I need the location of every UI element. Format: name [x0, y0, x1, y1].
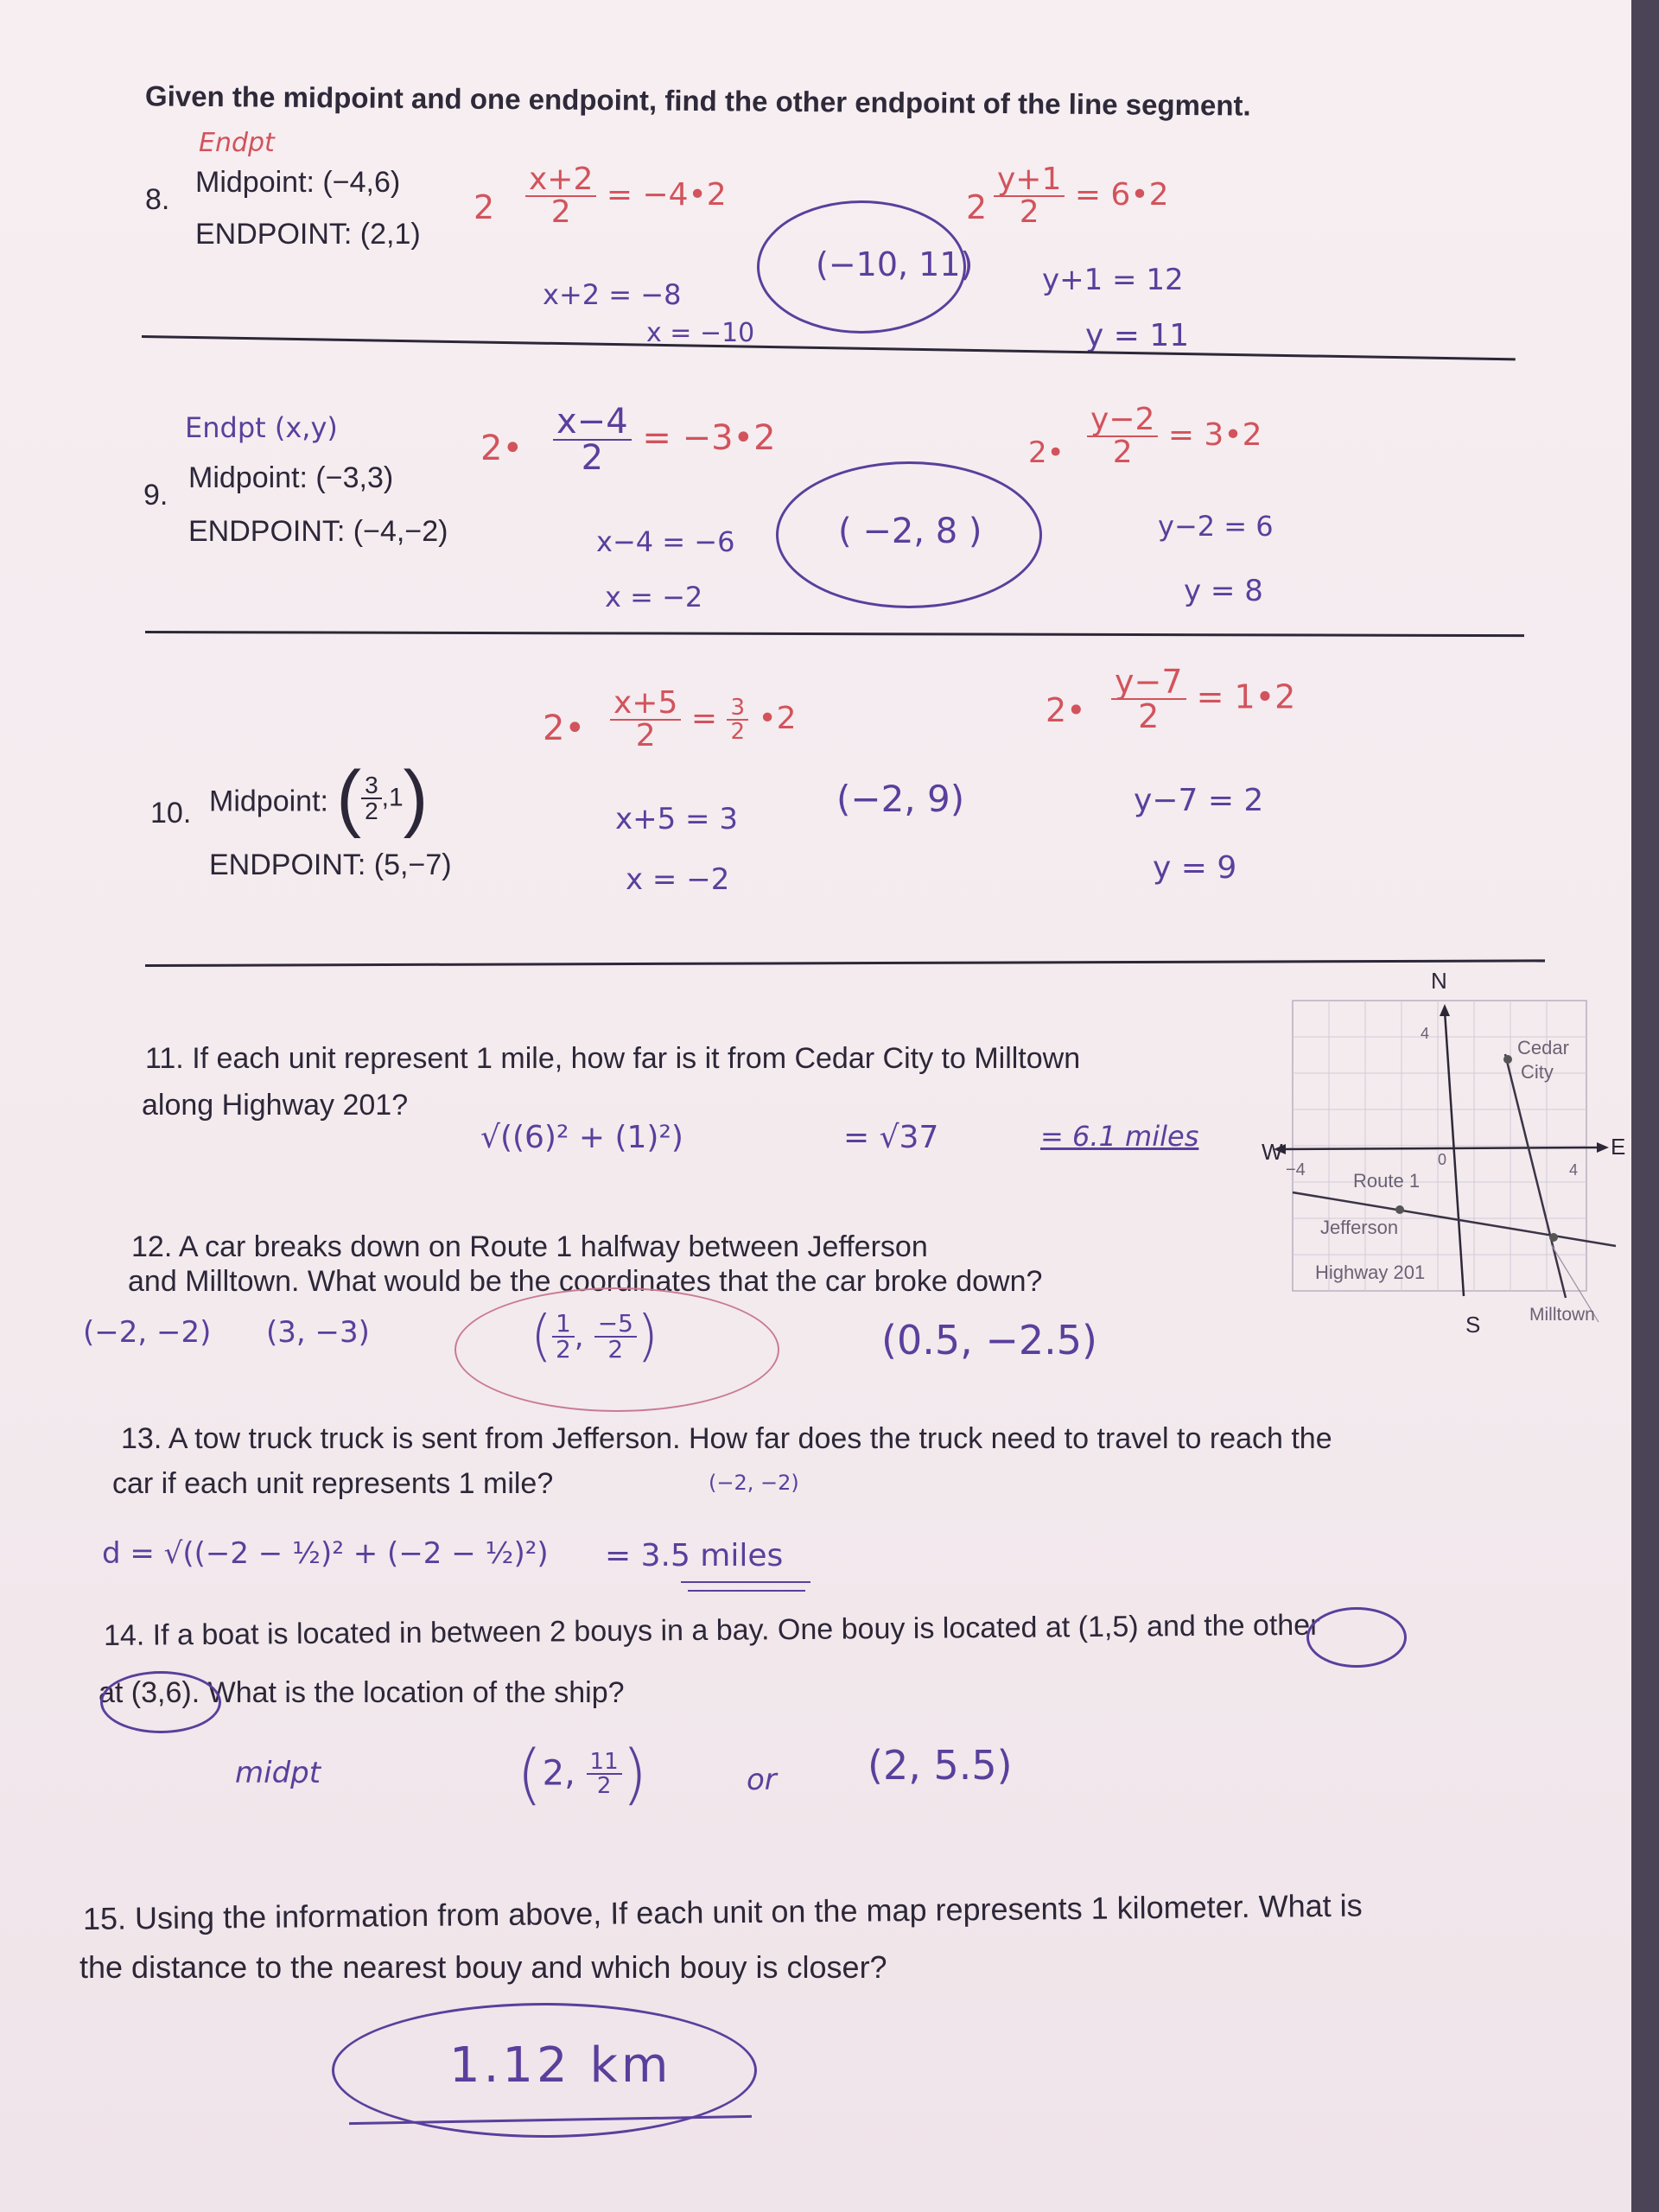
map-cedar-city-1: Cedar — [1517, 1037, 1569, 1058]
p10-work-y3: y = 9 — [1153, 850, 1237, 886]
p10-work-x-eq: $\frac{x+5}{2}$ = $\frac{3}{2}$ •2 — [610, 688, 797, 752]
p14-answer-2: (2, 5.5) — [868, 1742, 1013, 1789]
p13-question-line1: 13. A tow truck truck is sent from Jefferson. How far does the truck need to travel to reach the — [121, 1422, 1332, 1455]
map-tick-x-left: −4 — [1286, 1160, 1306, 1179]
p11-work1: √((6)² + (1)²) — [480, 1120, 683, 1155]
p12-answer-2: (0.5, −2.5) — [881, 1317, 1097, 1363]
map-west: W — [1262, 1139, 1283, 1165]
p14-circle-bouy-1 — [1306, 1607, 1407, 1668]
p9-work-x2: x−4 = −6 — [596, 525, 735, 558]
p14-circle-bouy-2 — [100, 1671, 221, 1733]
p9-note: Endpt (x,y) — [185, 411, 338, 444]
p8-work-y2: y+1 = 12 — [1042, 263, 1184, 297]
p9-work-y2: y−2 = 6 — [1158, 510, 1274, 543]
p8-work-x2: x+2 = −8 — [543, 278, 682, 311]
p9-work-y-eq: $\frac{y-2}{2}$ = 3•2 — [1087, 404, 1262, 468]
p8-work-y-eq: $\frac{y+1}{2}$ = 6•2 — [994, 164, 1168, 228]
jefferson-dot — [1395, 1205, 1404, 1214]
map-north: N — [1431, 968, 1447, 994]
p13-work: d = √((−2 − ½)² + (−2 − ½)²) — [102, 1536, 549, 1571]
p10-work-x3: x = −2 — [626, 862, 730, 897]
p9-work-y-factor: 2• — [1028, 435, 1065, 470]
map-jefferson: Jefferson — [1320, 1217, 1399, 1238]
map-east: E — [1611, 1134, 1626, 1160]
p9-answer: ( −2, 8 ) — [838, 512, 982, 551]
p9-number: 9. — [143, 479, 168, 512]
p11-question-line2: along Highway 201? — [142, 1089, 409, 1122]
map-highway201: Highway 201 — [1315, 1262, 1426, 1283]
p13-answer-underline — [681, 1581, 810, 1583]
p12-question-line1: 12. A car breaks down on Route 1 halfway between Jefferson — [131, 1230, 928, 1263]
p9-work-x-eq: $\frac{x-4}{2}$ = −3•2 — [553, 404, 776, 475]
milltown-dot — [1549, 1233, 1558, 1242]
coordinate-map — [1262, 959, 1633, 1339]
p8-work-x-eq: $\frac{x+2}{2}$ = −4•2 — [525, 164, 727, 228]
p8-note: Endpt — [199, 128, 275, 158]
p9-work-x-factor: 2• — [480, 429, 524, 468]
map-milltown: Milltown — [1529, 1305, 1595, 1325]
p9-midpoint: Midpoint: (−3,3) — [188, 461, 394, 494]
p15-question-line1: 15. Using the information from above, If each unit on the map represents 1 kilometer. What is — [82, 1887, 1363, 1936]
page-edge — [1631, 0, 1659, 2212]
p12-answer-1: ( $\frac{1}{2}$ , $\frac{-5}{2}$ ) — [531, 1305, 658, 1369]
p10-number: 10. — [150, 797, 192, 830]
map-origin: 0 — [1438, 1151, 1447, 1168]
worksheet-heading: Given the midpoint and one endpoint, find the other endpoint of the line segment. — [144, 79, 1251, 122]
p12-point-2: (3, −3) — [266, 1315, 370, 1350]
p15-answer: 1.12 km — [449, 2037, 672, 2094]
p14-or: or — [747, 1763, 777, 1797]
p11-answer: = 6.1 miles — [1040, 1120, 1199, 1153]
p14-answer-1: (2, $\frac{11}{2}$ ) — [517, 1735, 648, 1812]
p8-work-x3: x = −10 — [646, 318, 755, 348]
p12-point-1: (−2, −2) — [83, 1315, 212, 1350]
map-cedar-city-2: City — [1521, 1061, 1554, 1083]
p10-work-y-eq: $\frac{y-7}{2}$ = 1•2 — [1111, 665, 1295, 733]
map-tick-x-right: 4 — [1569, 1161, 1579, 1179]
p15-question-line2: the distance to the nearest bouy and which bouy is closer? — [79, 1949, 887, 1985]
p9-endpoint: ENDPOINT: (−4,−2) — [188, 515, 448, 548]
p14-question-line2: at (3,6). What is the location of the ship? — [99, 1676, 625, 1709]
map-south: S — [1465, 1312, 1481, 1338]
p8-work-x-factor: 2 — [474, 188, 495, 226]
p8-midpoint: Midpoint: (−4,6) — [195, 166, 401, 199]
p8-answer: (−10, 11) — [816, 245, 974, 283]
p12-question-line2: and Milltown. What would be the coordinates that the car broke down? — [128, 1265, 1043, 1298]
cedar-city-dot — [1503, 1055, 1512, 1064]
p14-note: midpt — [235, 1756, 321, 1790]
map-route1: Route 1 — [1353, 1170, 1421, 1192]
p10-endpoint: ENDPOINT: (5,−7) — [209, 849, 452, 881]
p10-work-y-factor: 2• — [1046, 691, 1086, 729]
east-arrow-icon — [1597, 1142, 1609, 1153]
p11-question-line1: 11. If each unit represent 1 mile, how far is it from Cedar City to Milltown — [145, 1042, 1081, 1075]
map-y-axis — [1445, 1011, 1464, 1296]
p9-work-y3: y = 8 — [1184, 574, 1263, 608]
p14-question-line1: 14. If a boat is located in between 2 bouys in a bay. One bouy is located at (1,5) and the other — [103, 1608, 1320, 1652]
p11-work2: = √37 — [843, 1120, 939, 1155]
north-arrow-icon — [1440, 1004, 1450, 1016]
p10-midpoint: Midpoint: ( $\frac{3}{2}$ ,1) — [209, 756, 429, 839]
p10-work-x-factor: 2• — [543, 709, 586, 748]
map-tick-y-top: 4 — [1421, 1025, 1430, 1042]
p8-work-y-factor: 2 — [966, 188, 988, 226]
highway-201-line — [1505, 1054, 1566, 1298]
p9-work-x3: x = −2 — [605, 581, 703, 613]
p13-question-line2: car if each unit represents 1 mile? — [112, 1467, 554, 1500]
p10-work-x2: x+5 = 3 — [615, 802, 738, 836]
p8-number: 8. — [145, 183, 170, 216]
p10-work-y2: y−7 = 2 — [1134, 783, 1264, 818]
p13-answer-underline-2 — [688, 1590, 805, 1592]
p10-answer: (−2, 9) — [836, 778, 965, 820]
p8-endpoint: ENDPOINT: (2,1) — [195, 218, 421, 251]
p8-work-y3: y = 11 — [1085, 318, 1190, 353]
p13-answer: = 3.5 miles — [605, 1538, 784, 1573]
p13-side-note: (−2, −2) — [709, 1471, 799, 1495]
